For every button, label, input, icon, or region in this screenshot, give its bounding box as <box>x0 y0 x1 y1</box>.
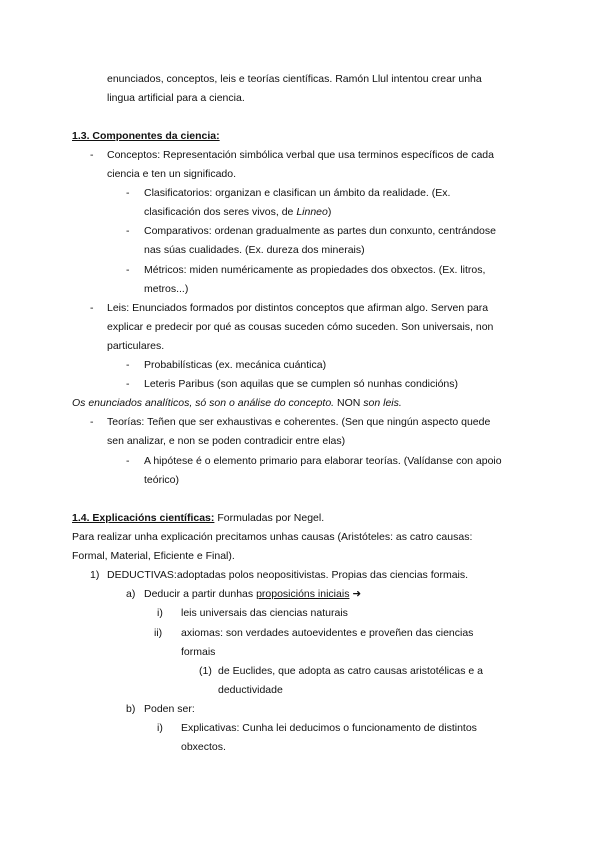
bullet-dash: - <box>126 264 130 276</box>
section-heading-1-4 <box>72 512 324 525</box>
list-roman-i: i) <box>157 722 163 734</box>
closing-paren: ) <box>327 206 332 218</box>
bullet-dash: - <box>126 359 130 371</box>
comparativos-line-1: Comparativos: ordenan gradualmente as partes dun conxunto, centrándose <box>144 225 496 237</box>
explicativas-line-2: obxectos. <box>181 741 226 753</box>
axiomas-line-1 <box>181 627 528 640</box>
leis-line-1: Leis: Enunciados formados por distintos conceptos que afirman algo. Serven para <box>107 302 489 314</box>
note-non: NON <box>334 397 364 409</box>
metricos-line-2: metros...) <box>144 283 189 295</box>
intro-line-1: enunciados, conceptos, leis e teorías científicas. Ramón Llul intentou crear unha <box>107 73 482 85</box>
axiomas-text: axiomas: son verdades autoevidentes e proveñen das ciencias <box>181 627 474 639</box>
clasificatorios-text: clasificación dos seres vivos, de <box>144 206 297 218</box>
causes-line-2: Formal, Material, Eficiente e Final). <box>72 550 235 562</box>
deducir-line <box>144 588 361 601</box>
bullet-dash: - <box>90 149 94 161</box>
linneo-italic: Linneo <box>296 206 328 218</box>
list-number-1: 1) <box>90 569 100 581</box>
list-roman-ii: ii) <box>154 627 163 639</box>
hipotese-line-1: A hipótese é o elemento primario para elaborar teorías. (Valídanse con apoio <box>144 455 502 467</box>
teorias-line-2: sen analizar, e non se poden contradicir entre elas) <box>107 435 346 447</box>
euclides-line-1: de Euclides, que adopta as catro causas aristotélicas e a <box>218 665 483 677</box>
section-title-1-4: 1.4. Explicacións científicas: <box>72 512 215 524</box>
deducir-text: Deducir a partir dunhas <box>144 588 257 600</box>
probabilisticas-line: Probabilísticas (ex. mecánica cuántica) <box>144 359 327 371</box>
leis-universais-line: leis universais das ciencias naturais <box>181 607 348 619</box>
list-letter-b: b) <box>126 703 136 715</box>
bullet-dash: - <box>126 225 130 237</box>
note-italic-end: son leis. <box>363 397 402 409</box>
section-heading-1-3: 1.3. Componentes da ciencia: <box>72 130 220 142</box>
comparativos-line-2: nas súas cualidades. (Ex. dureza dos minerais) <box>144 244 365 256</box>
ceteris-paribus-line: Leteris Paribus (son aquilas que se cumplen só nunhas condicións) <box>144 378 459 390</box>
conceptos-line-2: ciencia e ten un significado. <box>107 168 236 180</box>
euclides-line-2: deductividade <box>218 684 283 696</box>
poden-ser-line: Poden ser: <box>144 703 195 715</box>
analytic-note <box>72 397 402 410</box>
deductivas-line: DEDUCTIVAS:adoptadas polos neopositivistas. Propias das ciencias formais. <box>107 569 469 581</box>
teorias-line-1: Teorías: Teñen que ser exhaustivas e coherentes. (Sen que ningún aspecto quede <box>107 416 491 428</box>
leis-line-3: particulares. <box>107 340 165 352</box>
leis-line-2: explicar e predecir por qué as cousas suceden cómo suceden. Son universais, non <box>107 321 494 333</box>
metricos-line-1: Métricos: miden numéricamente as propiedades dos obxectos. (Ex. litros, <box>144 264 486 276</box>
bullet-dash: - <box>90 416 94 428</box>
explicativas-line-1: Explicativas: Cunha lei deducimos o funcionamento de distintos <box>181 722 477 734</box>
note-italic: Os enunciados analíticos, só son o análise do concepto. <box>72 397 335 409</box>
section-title-rest: Formuladas por Negel. <box>214 512 325 524</box>
intro-line-2: lingua artificial para a ciencia. <box>107 92 245 104</box>
list-letter-a: a) <box>126 588 136 600</box>
bullet-dash: - <box>90 302 94 314</box>
arrow-right-icon: ➜ <box>349 588 362 600</box>
hipotese-line-2: teórico) <box>144 474 180 486</box>
bullet-dash: - <box>126 187 130 199</box>
clasificatorios-line-1: Clasificatorios: organizan e clasifican un ámbito da realidade. (Ex. <box>144 187 451 199</box>
bullet-dash: - <box>126 378 130 390</box>
causes-line-1: Para realizar unha explicación precitamos unhas causas (Aristóteles: as catro causas: <box>72 531 473 543</box>
conceptos-line-1: Conceptos: Representación simbólica verbal que usa terminos específicos de cada <box>107 149 494 161</box>
proposicions-iniciais-underlined: proposicións iniciais <box>256 588 350 600</box>
axiomas-line-2: formais <box>181 646 216 658</box>
clasificatorios-line-2 <box>144 206 331 219</box>
bullet-dash: - <box>126 455 130 467</box>
list-paren-1: (1) <box>199 665 212 677</box>
list-roman-i: i) <box>157 607 163 619</box>
